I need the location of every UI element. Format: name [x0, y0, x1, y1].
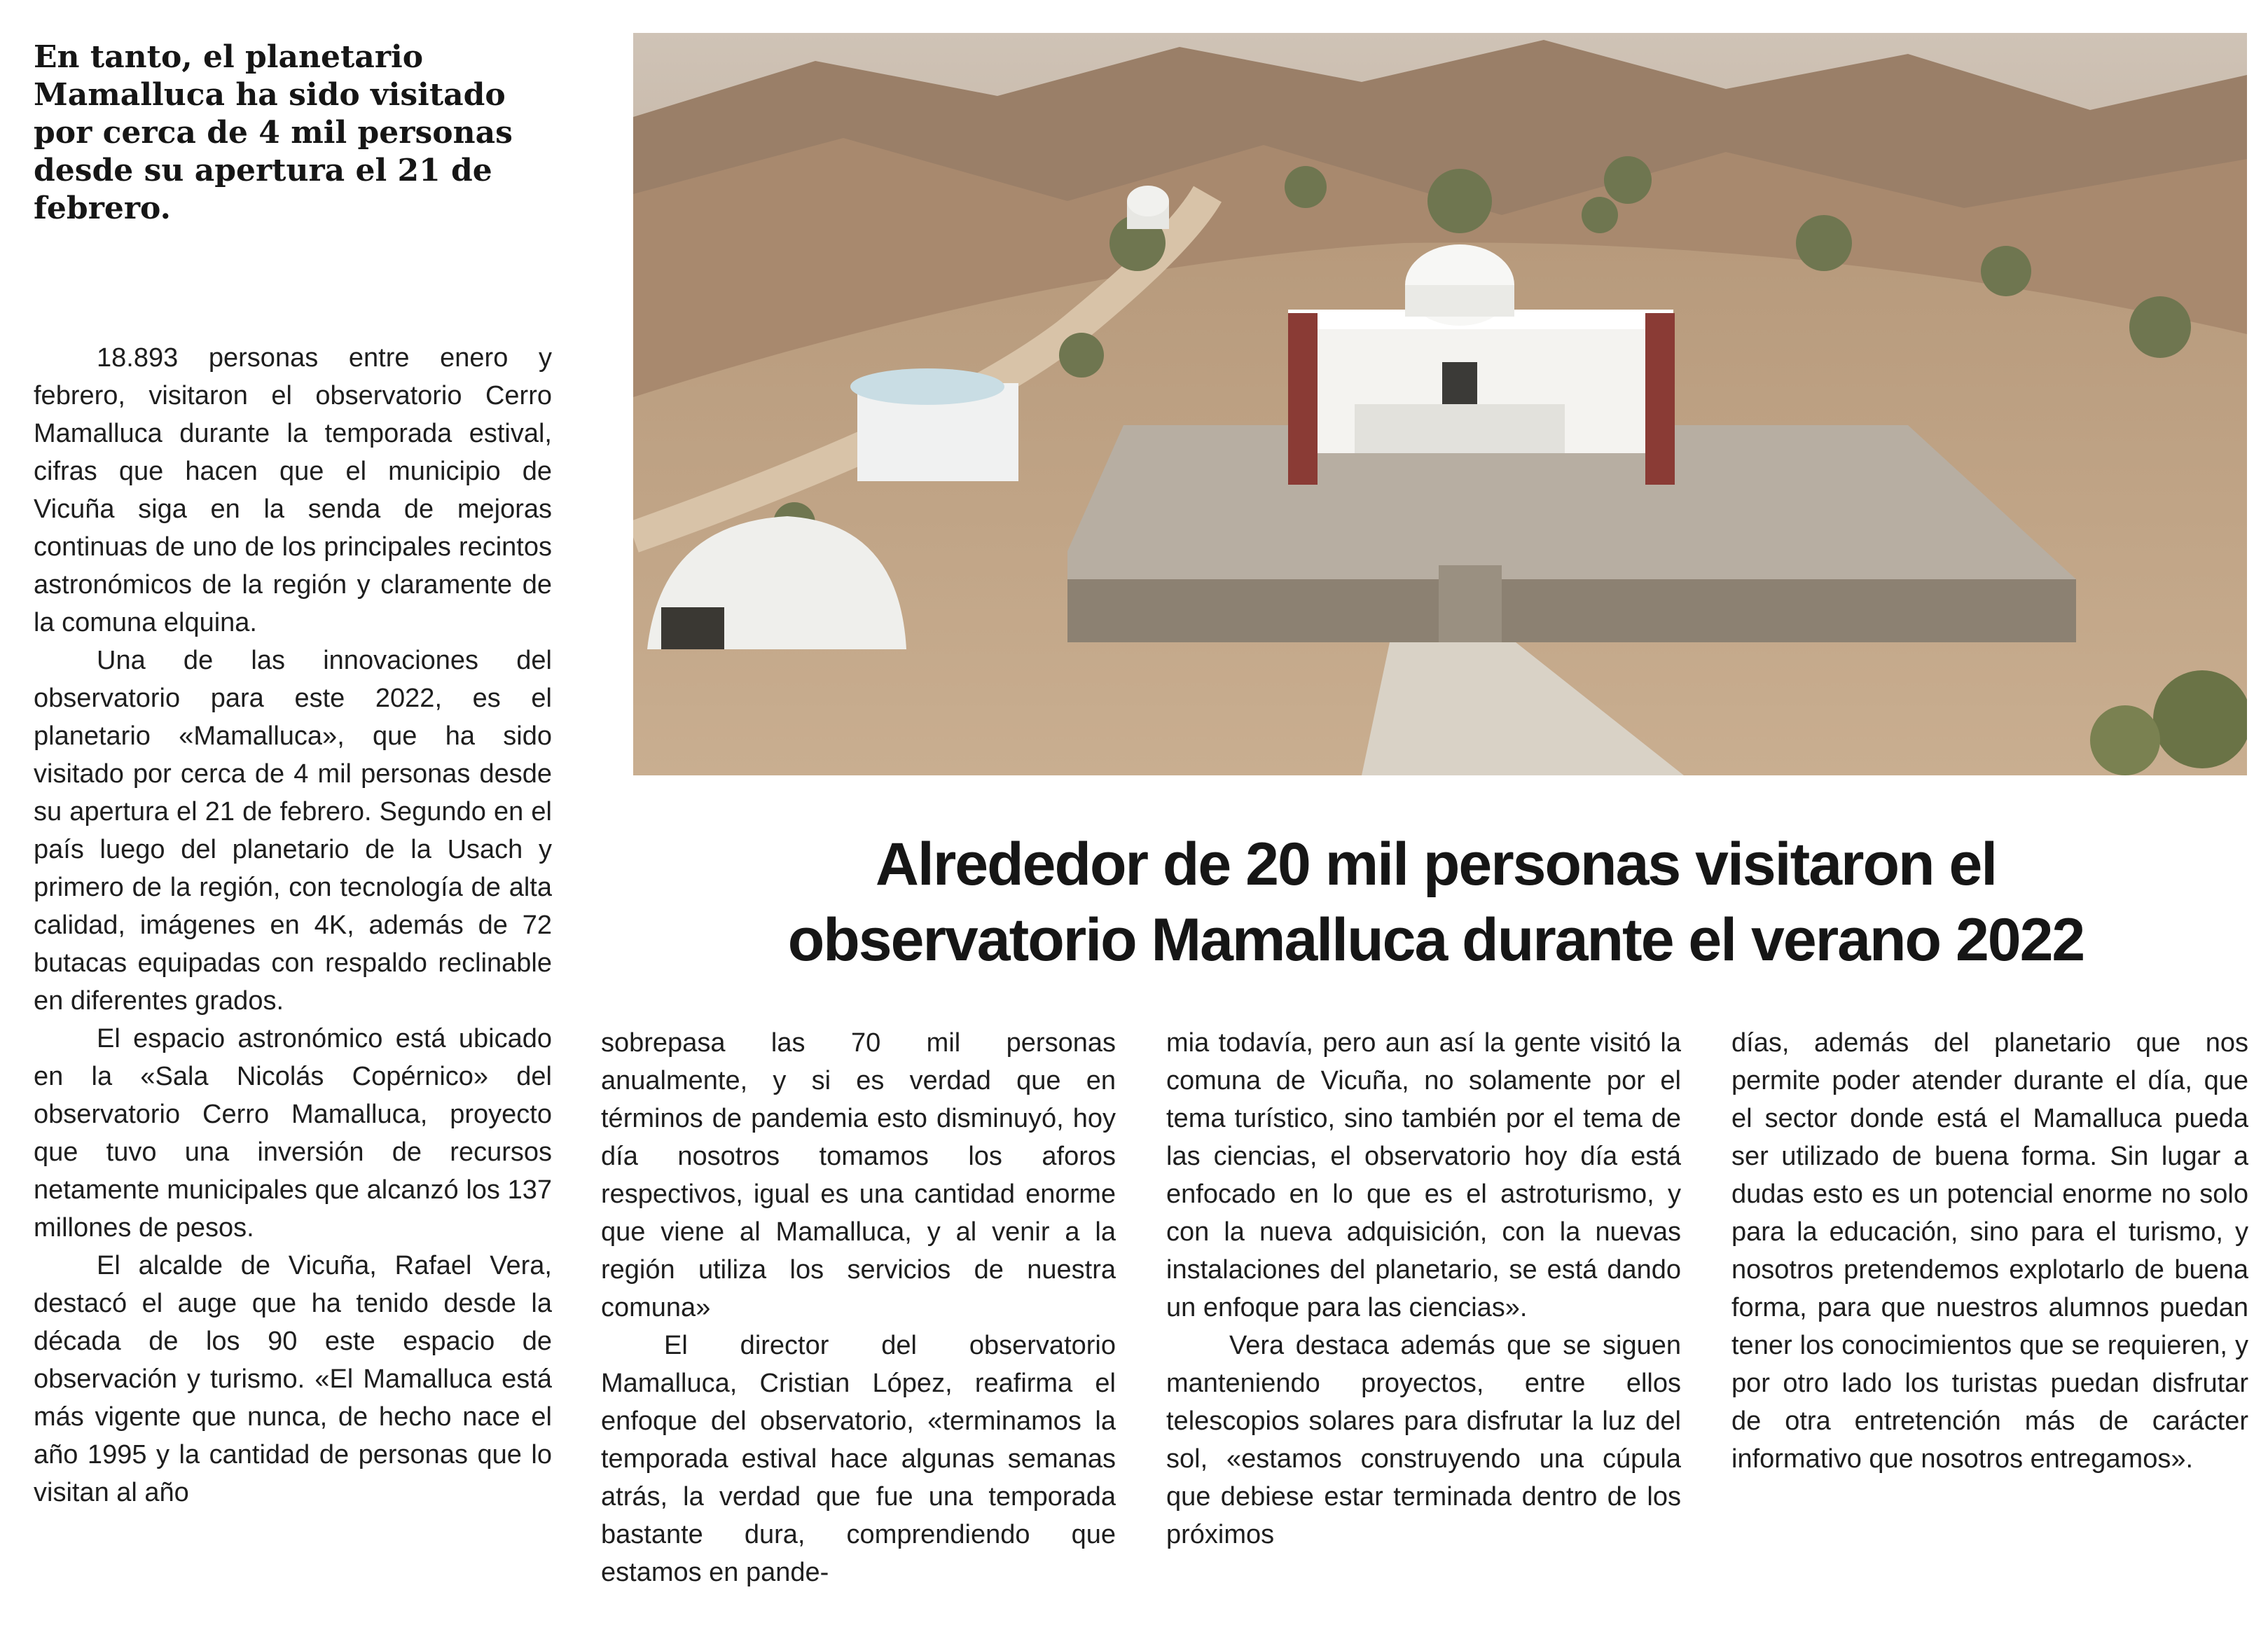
paragraph: El director del observatorio Mamalluca, Cristian López, reafirma el enfoque del observatorio, «terminamos la temporada estival hace algunas semanas atrás, la verdad que fue una temporada bastante dura, comprendiendo que estamos en pande- [601, 1331, 1116, 1587]
paragraph: El espacio astronómico está ubicado en la «Sala Nicolás Copérnico» del observatorio Cerro Mamalluca, proyecto que tuvo una inversión de recursos netamente municipales que alcanzó los 137 millones de pesos. [34, 1024, 552, 1243]
pull-quote [34, 39, 524, 228]
article-column-2 [601, 1024, 1116, 1591]
paragraph: El alcalde de Vicuña, Rafael Vera, destacó el auge que ha tenido desde la década de los 90 este espacio de observación y turismo. «El Mamalluca está más vigente que nunca, de hecho nace el año 1995 y la cantidad de personas que lo visitan al año [34, 1251, 552, 1507]
headline [693, 827, 2178, 978]
paragraph: mia todavía, pero aun así la gente visitó la comuna de Vicuña, no solamente por el tema turístico, sino también por el tema de las ciencias, el observatorio hoy día está enfocado en lo que es el astroturismo, y con la nueva adquisición, con la nuevas instalaciones del planetario, se está dando un enfoque para las ciencias». [1166, 1028, 1681, 1322]
headline-line-2: observatorio Mamalluca durante el verano 2022 [787, 906, 2084, 974]
photo-illustration [633, 33, 2247, 775]
article-column-3 [1166, 1024, 1681, 1554]
paragraph: Una de las innovaciones del observatorio para este 2022, es el planetario «Mamalluca», que ha sido visitado por cerca de 4 mil personas desde su apertura el 21 de febrero. Segundo en el país luego del planetario de la Usach y primero de la región, con tecnología de alta calidad, imágenes en 4K, además de 72 butacas equipadas con respaldo reclinable en diferentes grados. [34, 646, 552, 1016]
paragraph: sobrepasa las 70 mil personas anualmente, y si es verdad que en términos de pandemia esto disminuyó, hoy día nosotros tomamos los aforos respectivos, igual es una cantidad enorme que viene al Mamalluca, y al venir a la región utiliza los servicios de nuestra comuna» [601, 1028, 1116, 1322]
paragraph: días, además del planetario que nos permite poder atender durante el día, que el sector donde está el Mamalluca pueda ser utilizado de buena forma. Sin lugar a dudas esto es un potencial enorme no solo para la educación, sino para el turismo, y nosotros pretendemos explotarlo de buena forma, para que nuestros alumnos puedan tener los conocimientos que se requieren, y por otro lado los turistas puedan disfrutar de otra entretención más de carácter informativo que nosotros entregamos». [1731, 1028, 2248, 1474]
pull-quote-text: En tanto, el planetario Mamalluca ha sido visitado por cerca de 4 mil personas desde su apertura el 21 de febrero. [34, 39, 513, 226]
article-column-1 [34, 339, 552, 1512]
observatory-aerial-photo [633, 33, 2247, 775]
paragraph: 18.893 personas entre enero y febrero, visitaron el observatorio Cerro Mamalluca durante la temporada estival, cifras que hacen que el municipio de Vicuña siga en la senda de mejoras continuas de uno de los principales recintos astronómicos de la región y claramente de la comuna elquina. [34, 343, 552, 637]
article-column-4 [1731, 1024, 2248, 1478]
paragraph: Vera destaca además que se siguen manteniendo proyectos, entre ellos telescopios solares para disfrutar la luz del sol, «estamos construyendo una cúpula que debiese estar terminada dentro de los próximos [1166, 1331, 1681, 1549]
headline-line-1: Alrededor de 20 mil personas visitaron el [875, 831, 1997, 898]
